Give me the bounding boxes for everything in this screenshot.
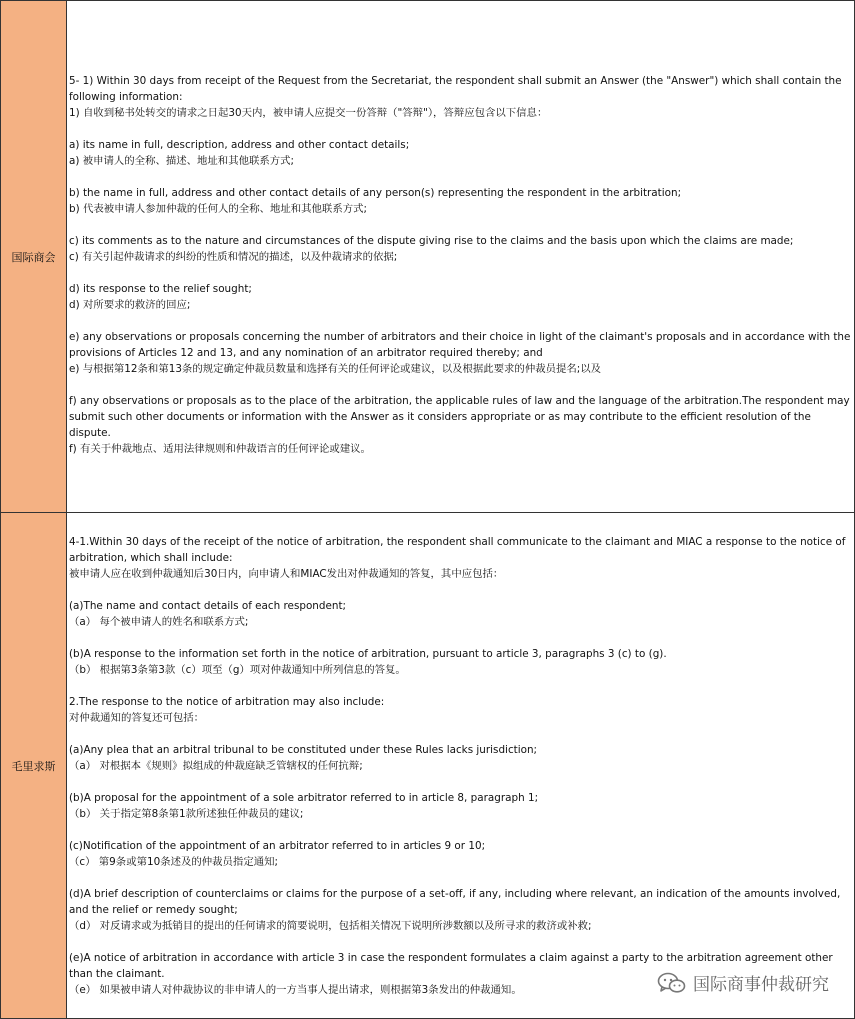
- paragraph: c) its comments as to the nature and circumstances of the dispute giving rise to the claims and the basis upon which the claims are made; c) 有关引起仲裁请求的纠纷的性质和情况的描述，以及仲裁请求的依据;: [69, 235, 794, 263]
- table-row-mauritius: [0, 512, 855, 1019]
- paragraph: 5- 1) Within 30 days from receipt of the Request from the Secretariat, the respondent shall submit an Answer (the "Answer") which shall contain the following information: 1) 自收到秘书处转交的请求之日起30天内，被申请人应提交一份答辩（"答辩"），答辩应包含以下信息：: [69, 75, 842, 119]
- watermark-text: 国际商事仲裁研究: [693, 975, 829, 995]
- paragraph: (e)A notice of arbitration in accordance with article 3 in case the respondent formulates a claim against a party to the arbitration agreement other than the claimant. （e） 如果被申请人对仲裁协议的非申请人的一方当事人提出请求，则根据第3条发出的仲裁通知。: [69, 952, 833, 996]
- row-content-mauritius: [69, 513, 852, 1018]
- paragraph: 4-1.Within 30 days of the receipt of the notice of arbitration, the respondent shall communicate to the claimant and MIAC a response to the notice of arbitration, which shall include: 被申请人应在收到仲裁通知后30日内，向申请人和MIAC发出对仲裁通知的答复，其中应包括：: [69, 536, 846, 580]
- paragraph: (d)A brief description of counterclaims or claims for the purpose of a set-off, if any, including where relevant, an indication of the amounts involved, and the relief or remedy sought; （d） 对反请求或为抵销目的提出的任何请求的简要说明，包括相关情况下说明所涉数额以及所寻求的救济或补救;: [69, 888, 841, 932]
- watermark: [657, 970, 829, 995]
- paragraph: d) its response to the relief sought; d) 对所要求的救济的回应;: [69, 283, 252, 311]
- paragraph: (b)A response to the information set forth in the notice of arbitration, pursuant to article 3, paragraphs 3 (c) to (g). （b） 根据第3条第3款（c）项至（g）项对仲裁通知中所列信息的答复。: [69, 648, 667, 676]
- row-content-icc: [69, 1, 852, 512]
- paragraph: (a)Any plea that an arbitral tribunal to be constituted under these Rules lacks jurisdiction; （a） 对根据本《规则》拟组成的仲裁庭缺乏管辖权的任何抗辩;: [69, 744, 538, 772]
- paragraph: (a)The name and contact details of each respondent; （a） 每个被申请人的姓名和联系方式;: [69, 600, 347, 628]
- wechat-icon: [657, 971, 687, 995]
- paragraph: b) the name in full, address and other contact details of any person(s) representing the respondent in the arbitration; b) 代表被申请人参加仲裁的任何人的全称、地址和其他联系方式;: [69, 187, 682, 215]
- paragraph: f) any observations or proposals as to the place of the arbitration, the applicable rules of law and the language of the arbitration.The respondent may submit such other documents or information with the Answer as it considers appropriate or as may contribute to the efficient resolution of the dispute. f) 有关于仲裁地点、适用法律规则和仲裁语言的任何评论或建议。: [69, 395, 850, 455]
- paragraph: (c)Notification of the appointment of an arbitrator referred to in articles 9 or 10; （c） 第9条或第10条述及的仲裁员指定通知;: [69, 840, 486, 868]
- row-label-icc: 国际商会: [1, 1, 67, 512]
- paragraph: 2.The response to the notice of arbitration may also include: 对仲裁通知的答复还可包括：: [69, 696, 385, 724]
- paragraph: (b)A proposal for the appointment of a sole arbitrator referred to in article 8, paragraph 1; （b） 关于指定第8条第1款所述独任仲裁员的建议;: [69, 792, 539, 820]
- paragraph: e) any observations or proposals concerning the number of arbitrators and their choice in light of the claimant's proposals and in accordance with the provisions of Articles 12 and 13, and any nomination of an arbitrator required thereby; and e) 与根据第12条和第13条的规定确定仲裁员数量和选择有关的任何评论或建议，以及根据此要求的仲裁员提名;以及: [69, 331, 851, 375]
- row-label-mauritius: 毛里求斯: [1, 513, 67, 1018]
- paragraph: a) its name in full, description, address and other contact details; a) 被申请人的全称、描述、地址和其他联系方式;: [69, 139, 410, 167]
